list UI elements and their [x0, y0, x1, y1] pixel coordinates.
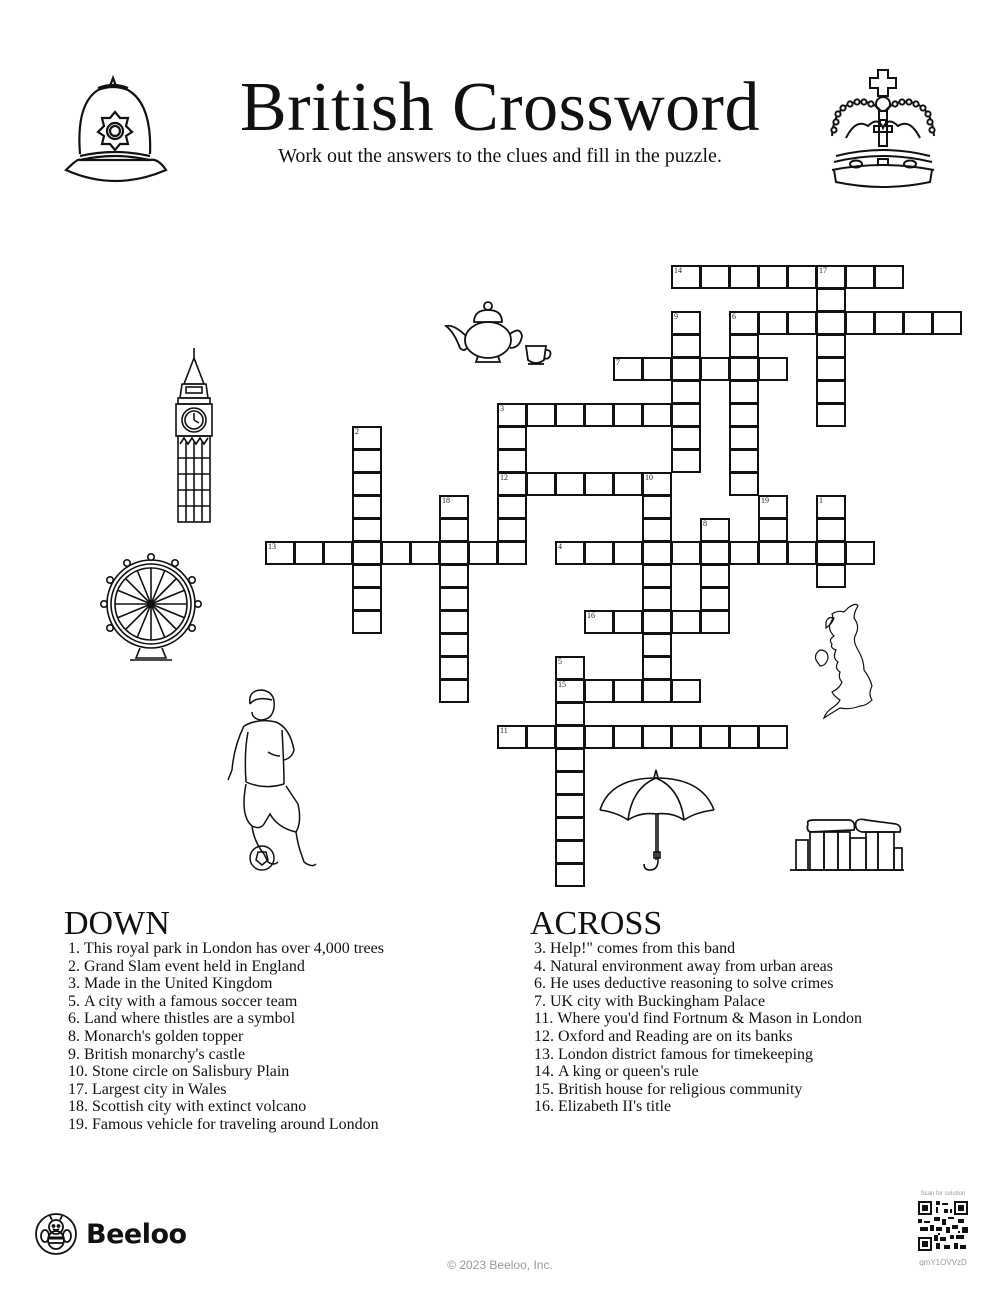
crossword-cell[interactable]	[758, 495, 788, 519]
across-clue	[534, 1046, 884, 1064]
crossword-cell[interactable]	[671, 311, 701, 335]
down-clue	[68, 1028, 408, 1046]
clue-text: Help!" comes from this band	[550, 940, 736, 957]
crossword-cell[interactable]	[352, 564, 382, 588]
down-clue	[68, 1081, 408, 1099]
qr-block	[912, 1190, 974, 1268]
clue-number: 19.	[68, 1115, 88, 1133]
crossword-cell[interactable]	[497, 426, 527, 450]
crossword-cell[interactable]	[613, 357, 643, 381]
crossword-cell[interactable]	[671, 679, 701, 703]
across-clue-list	[534, 940, 884, 1116]
crossword-cell[interactable]	[816, 403, 846, 427]
crossword-cell[interactable]	[816, 518, 846, 542]
clue-number: 17	[819, 266, 827, 275]
stonehenge-icon	[790, 818, 904, 874]
clue-number: 1.	[68, 940, 80, 957]
clue-text: Stone circle on Salisbury Plain	[92, 1063, 290, 1081]
crossword-cell[interactable]	[642, 679, 672, 703]
crossword-cell[interactable]	[410, 541, 440, 565]
down-clue	[68, 1046, 408, 1064]
brand	[34, 1212, 187, 1256]
crossword-cell[interactable]	[439, 495, 469, 519]
crossword-cell[interactable]	[845, 541, 875, 565]
crossword-cell[interactable]	[613, 472, 643, 496]
crossword-cell[interactable]	[700, 518, 730, 542]
crossword-cell[interactable]	[642, 541, 672, 565]
crossword-cell[interactable]	[497, 472, 527, 496]
clue-number: 5	[558, 657, 562, 666]
crossword-cell[interactable]	[729, 426, 759, 450]
clue-number: 9.	[68, 1045, 80, 1063]
clue-number: 8	[703, 519, 707, 528]
crossword-cell[interactable]	[671, 334, 701, 358]
clue-number: 2	[355, 427, 359, 436]
page-subtitle: Work out the answers to the clues and fill in the puzzle.	[278, 145, 722, 167]
qr-id: qmY1OVVzD	[919, 1258, 967, 1267]
across-clue	[534, 958, 884, 976]
teapot-icon	[440, 296, 562, 368]
across-clue	[534, 975, 884, 993]
crossword-cell[interactable]	[758, 541, 788, 565]
crossword-cell[interactable]	[845, 265, 875, 289]
clue-text: Elizabeth II's title	[558, 1098, 672, 1116]
clue-text: Monarch's golden topper	[84, 1027, 244, 1045]
clue-number: 6.	[68, 1010, 80, 1028]
crossword-cell[interactable]	[642, 587, 672, 611]
crossword-cell[interactable]	[526, 472, 556, 496]
crossword-cell[interactable]	[613, 610, 643, 634]
crossword-cell[interactable]	[729, 541, 759, 565]
clue-number: 16.	[534, 1098, 554, 1116]
crossword-cell[interactable]	[352, 518, 382, 542]
crossword-cell[interactable]	[671, 725, 701, 749]
down-clue	[68, 958, 408, 976]
crossword-cell[interactable]	[439, 541, 469, 565]
clue-text: A king or queen's rule	[558, 1063, 699, 1081]
clue-number: 3	[500, 404, 504, 413]
crossword-cell[interactable]	[671, 426, 701, 450]
down-clue-list	[68, 940, 408, 1134]
crown-icon	[826, 66, 946, 191]
crossword-cell[interactable]	[497, 495, 527, 519]
crossword-cell[interactable]	[671, 380, 701, 404]
crossword-cell[interactable]	[613, 403, 643, 427]
crossword-cell[interactable]	[497, 725, 527, 749]
crossword-cell[interactable]	[671, 610, 701, 634]
crossword-cell[interactable]	[787, 311, 817, 335]
crossword-cell[interactable]	[265, 541, 295, 565]
crossword-cell[interactable]	[758, 357, 788, 381]
crossword-cell[interactable]	[352, 495, 382, 519]
crossword-cell[interactable]	[352, 449, 382, 473]
crossword-cell[interactable]	[758, 311, 788, 335]
clue-number: 3.	[68, 975, 80, 993]
crossword-cell[interactable]	[642, 656, 672, 680]
crossword-cell[interactable]	[439, 587, 469, 611]
clue-text: UK city with Buckingham Palace	[550, 992, 766, 1010]
crossword-cell[interactable]	[555, 840, 585, 864]
clue-number: 12	[500, 473, 508, 482]
clue-text: Famous vehicle for traveling around London	[92, 1115, 379, 1133]
crossword-cell[interactable]	[555, 725, 585, 749]
crossword-cell[interactable]	[555, 472, 585, 496]
crossword-cell[interactable]	[903, 311, 933, 335]
down-clue	[68, 1010, 408, 1028]
down-clue	[68, 1098, 408, 1116]
crossword-cell[interactable]	[555, 541, 585, 565]
crossword-cell[interactable]	[700, 564, 730, 588]
crossword-cell[interactable]	[874, 265, 904, 289]
clue-number: 4	[558, 542, 562, 551]
across-clue	[534, 1063, 884, 1081]
soccer-player-icon	[218, 686, 326, 874]
clue-number: 11.	[534, 1010, 554, 1028]
crossword-cell[interactable]	[729, 265, 759, 289]
crossword-cell[interactable]	[700, 725, 730, 749]
down-clue	[68, 993, 408, 1011]
crossword-cell[interactable]	[642, 610, 672, 634]
crossword-cell[interactable]	[816, 288, 846, 312]
clue-number: 10	[645, 473, 653, 482]
crossword-cell[interactable]	[816, 357, 846, 381]
crossword-cell[interactable]	[352, 472, 382, 496]
qr-label: Scan for solution	[920, 1191, 966, 1197]
clue-number: 5.	[68, 992, 80, 1010]
crossword-cell[interactable]	[555, 794, 585, 818]
crossword-cell[interactable]	[729, 725, 759, 749]
crossword-cell[interactable]	[845, 311, 875, 335]
crossword-cell[interactable]	[816, 541, 846, 565]
london-eye-icon	[96, 552, 206, 664]
crossword-cell[interactable]	[555, 702, 585, 726]
crossword-cell[interactable]	[352, 541, 382, 565]
crossword-cell[interactable]	[758, 518, 788, 542]
crossword-cell[interactable]	[294, 541, 324, 565]
crossword-cell[interactable]	[642, 725, 672, 749]
clue-number: 10.	[68, 1063, 88, 1081]
crossword-cell[interactable]	[497, 449, 527, 473]
across-heading: ACROSS	[530, 905, 663, 942]
crossword-cell[interactable]	[700, 587, 730, 611]
crossword-cell[interactable]	[816, 495, 846, 519]
crossword-cell[interactable]	[439, 633, 469, 657]
uk-map-icon	[810, 600, 886, 724]
crossword-cell[interactable]	[439, 656, 469, 680]
across-clue	[534, 1081, 884, 1099]
crossword-cell[interactable]	[671, 265, 701, 289]
police-helmet-icon	[58, 74, 178, 184]
crossword-cell[interactable]	[874, 311, 904, 335]
clue-number: 1	[819, 496, 823, 505]
across-clue	[534, 1010, 884, 1028]
crossword-cell[interactable]	[497, 518, 527, 542]
crossword-cell[interactable]	[352, 587, 382, 611]
crossword-cell[interactable]	[932, 311, 962, 335]
crossword-cell[interactable]	[439, 564, 469, 588]
crossword-cell[interactable]	[613, 679, 643, 703]
crossword-cell[interactable]	[555, 817, 585, 841]
clue-text: Natural environment away from urban areas	[550, 957, 833, 975]
crossword-cell[interactable]	[584, 679, 614, 703]
crossword-cell[interactable]	[700, 541, 730, 565]
crossword-cell[interactable]	[700, 265, 730, 289]
crossword-cell[interactable]	[729, 357, 759, 381]
crossword-cell[interactable]	[816, 334, 846, 358]
clue-number: 2.	[68, 957, 80, 975]
crossword-cell[interactable]	[468, 541, 498, 565]
clue-number: 8.	[68, 1027, 80, 1045]
crossword-cell[interactable]	[555, 679, 585, 703]
clue-text: Land where thistles are a symbol	[84, 1010, 296, 1028]
crossword-cell[interactable]	[584, 725, 614, 749]
clue-number: 3.	[534, 940, 546, 957]
crossword-cell[interactable]	[787, 265, 817, 289]
crossword-cell[interactable]	[729, 334, 759, 358]
qr-code-icon[interactable]	[918, 1201, 968, 1251]
crossword-cell[interactable]	[352, 610, 382, 634]
clue-number: 13.	[534, 1045, 554, 1063]
crossword-cell[interactable]	[671, 357, 701, 381]
crossword-cell[interactable]	[729, 311, 759, 335]
crossword-cell[interactable]	[439, 518, 469, 542]
crossword-cell[interactable]	[555, 748, 585, 772]
down-heading: DOWN	[64, 905, 170, 942]
crossword-cell[interactable]	[758, 725, 788, 749]
clue-number: 16	[587, 611, 595, 620]
crossword-cell[interactable]	[642, 357, 672, 381]
crossword-cell[interactable]	[526, 725, 556, 749]
clue-number: 7.	[534, 992, 546, 1010]
crossword-cell[interactable]	[642, 518, 672, 542]
across-clue	[534, 1028, 884, 1046]
crossword-cell[interactable]	[642, 472, 672, 496]
crossword-cell[interactable]	[555, 656, 585, 680]
clue-text: Grand Slam event held in England	[84, 957, 305, 975]
crossword-cell[interactable]	[584, 541, 614, 565]
umbrella-icon	[598, 768, 718, 874]
clue-number: 15	[558, 680, 566, 689]
clue-number: 6.	[534, 975, 546, 993]
down-clue	[68, 1116, 408, 1134]
crossword-cell[interactable]	[381, 541, 411, 565]
clue-number: 13	[268, 542, 276, 551]
crossword-cell[interactable]	[613, 541, 643, 565]
brand-name: Beeloo	[86, 1218, 187, 1250]
crossword-cell[interactable]	[497, 403, 527, 427]
clue-number: 14.	[534, 1063, 554, 1081]
clue-number: 4.	[534, 957, 546, 975]
crossword-cell[interactable]	[816, 380, 846, 404]
clue-text: Scottish city with extinct volcano	[92, 1098, 307, 1116]
crossword-cell[interactable]	[584, 610, 614, 634]
crossword-cell[interactable]	[729, 449, 759, 473]
clue-text: A city with a famous soccer team	[84, 992, 298, 1010]
bee-logo-icon	[34, 1212, 78, 1256]
clue-text: British house for religious community	[558, 1080, 803, 1098]
crossword-cell[interactable]	[642, 495, 672, 519]
big-ben-icon	[172, 348, 216, 526]
down-clue	[68, 975, 408, 993]
crossword-cell[interactable]	[642, 564, 672, 588]
clue-text: Oxford and Reading are on its banks	[558, 1027, 793, 1045]
crossword-cell[interactable]	[816, 311, 846, 335]
crossword-cell[interactable]	[497, 541, 527, 565]
clue-number: 6	[732, 312, 736, 321]
clue-text: Largest city in Wales	[92, 1080, 227, 1098]
clue-number: 11	[500, 726, 508, 735]
crossword-cell[interactable]	[729, 472, 759, 496]
crossword-cell[interactable]	[555, 771, 585, 795]
down-clue	[68, 1063, 408, 1081]
clue-text: British monarchy's castle	[84, 1045, 246, 1063]
down-clue	[68, 940, 408, 958]
clue-number: 19	[761, 496, 769, 505]
crossword-cell[interactable]	[642, 403, 672, 427]
clue-text: London district famous for timekeeping	[558, 1045, 814, 1063]
clue-number: 7	[616, 358, 620, 367]
crossword-cell[interactable]	[439, 610, 469, 634]
clue-text: He uses deductive reasoning to solve crimes	[550, 975, 834, 993]
crossword-cell[interactable]	[584, 403, 614, 427]
crossword-cell[interactable]	[816, 265, 846, 289]
clue-number: 15.	[534, 1080, 554, 1098]
clue-text: This royal park in London has over 4,000 trees	[84, 940, 384, 957]
crossword-cell[interactable]	[758, 265, 788, 289]
crossword-cell[interactable]	[700, 610, 730, 634]
crossword-cell[interactable]	[671, 449, 701, 473]
crossword-cell[interactable]	[526, 403, 556, 427]
crossword-cell[interactable]	[584, 472, 614, 496]
crossword-cell[interactable]	[787, 541, 817, 565]
across-clue	[534, 1098, 884, 1116]
crossword-cell[interactable]	[352, 426, 382, 450]
clue-text: Made in the United Kingdom	[84, 975, 273, 993]
across-clue	[534, 940, 884, 958]
across-clue	[534, 993, 884, 1011]
clue-number: 17.	[68, 1080, 88, 1098]
clue-number: 18	[442, 496, 450, 505]
crossword-cell[interactable]	[816, 564, 846, 588]
copyright: © 2023 Beeloo, Inc.	[447, 1258, 553, 1272]
clue-text: Where you'd find Fortnum & Mason in London	[557, 1010, 863, 1028]
crossword-cell[interactable]	[439, 679, 469, 703]
crossword-cell[interactable]	[555, 403, 585, 427]
crossword-cell[interactable]	[671, 541, 701, 565]
page-title: British Crossword	[240, 69, 760, 146]
crossword-cell[interactable]	[700, 357, 730, 381]
clue-number: 9	[674, 312, 678, 321]
crossword-cell[interactable]	[671, 403, 701, 427]
clue-number: 14	[674, 266, 682, 275]
clue-number: 18.	[68, 1098, 88, 1116]
crossword-cell[interactable]	[729, 380, 759, 404]
crossword-cell[interactable]	[555, 863, 585, 887]
crossword-cell[interactable]	[323, 541, 353, 565]
crossword-cell[interactable]	[642, 633, 672, 657]
crossword-cell[interactable]	[729, 403, 759, 427]
clue-number: 12.	[534, 1027, 554, 1045]
crossword-cell[interactable]	[613, 725, 643, 749]
